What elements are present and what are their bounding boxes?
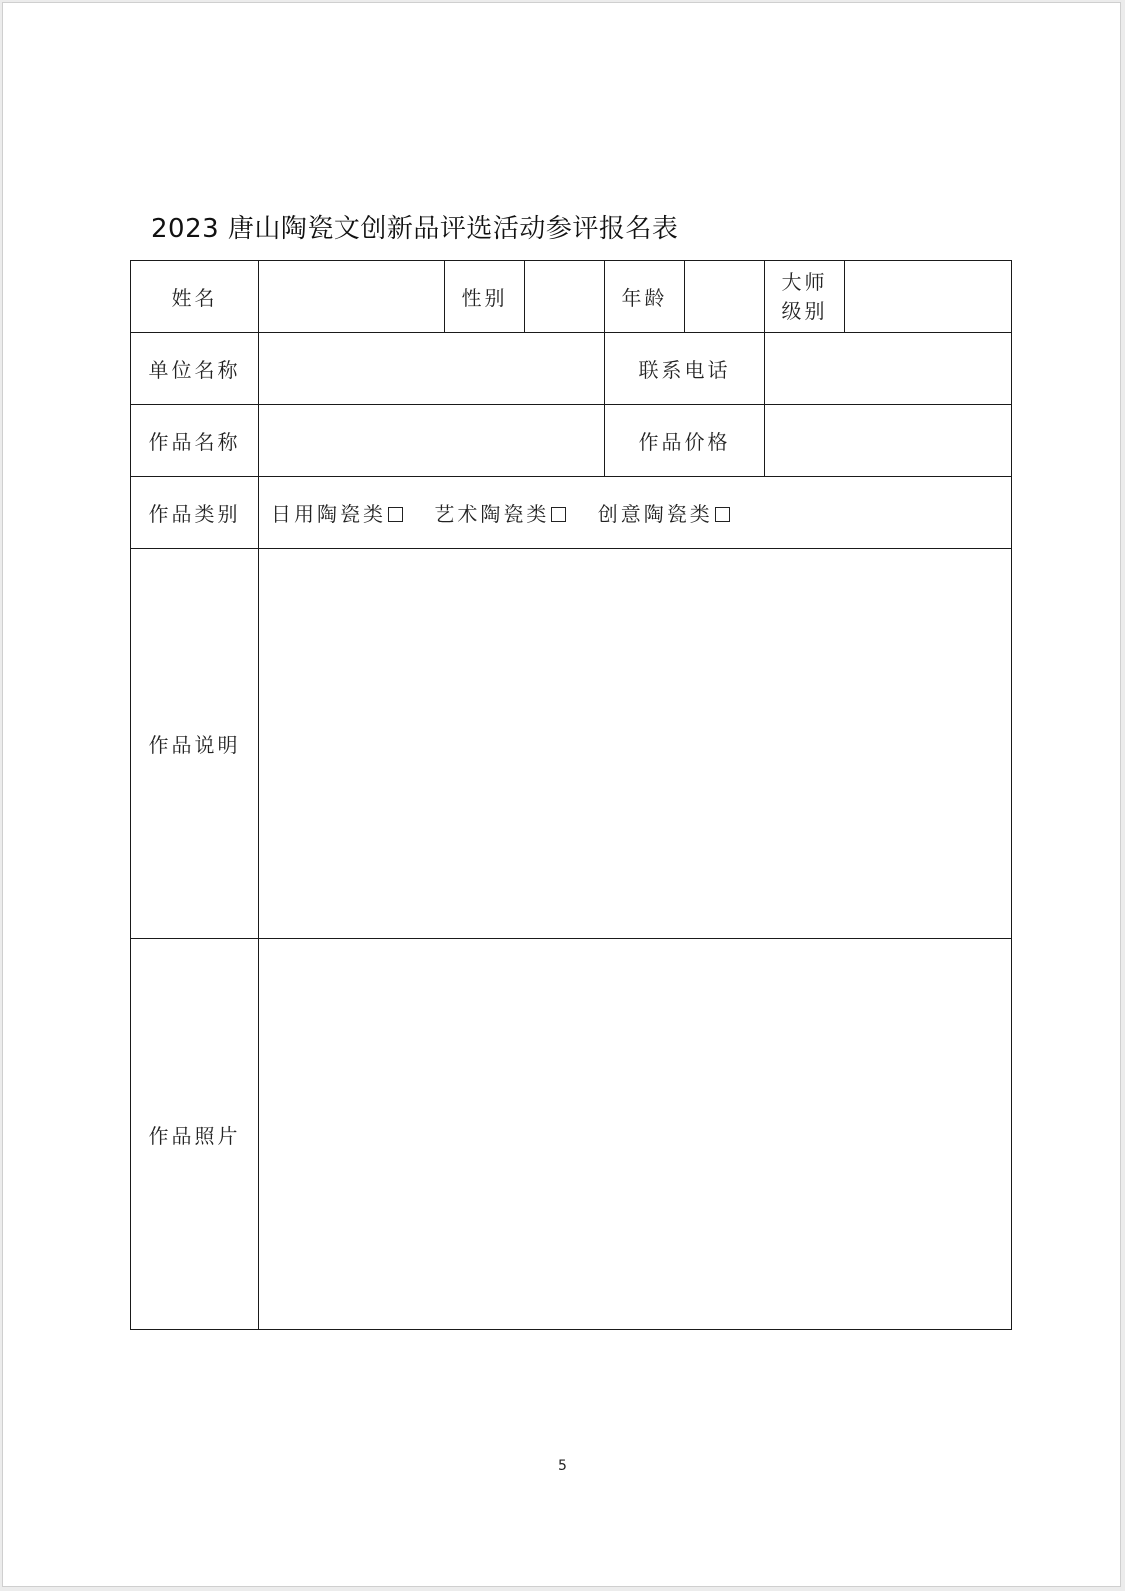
- master-level-label: [765, 261, 845, 333]
- photo-field[interactable]: [259, 939, 1012, 1330]
- table-row: [131, 477, 1012, 549]
- category-option-daily[interactable]: [271, 498, 403, 527]
- work-name-label: 作品名称: [131, 405, 259, 477]
- checkbox-icon[interactable]: [388, 507, 403, 522]
- age-label: 年龄: [605, 261, 685, 333]
- gender-field[interactable]: [525, 261, 605, 333]
- organization-label: 单位名称: [131, 333, 259, 405]
- phone-field[interactable]: [765, 333, 1012, 405]
- table-row: [131, 333, 1012, 405]
- description-field[interactable]: [259, 549, 1012, 939]
- category-option-art[interactable]: [434, 498, 566, 527]
- document-page: [2, 2, 1121, 1587]
- work-price-label: 作品价格: [605, 405, 765, 477]
- work-name-field[interactable]: [259, 405, 605, 477]
- description-label: 作品说明: [131, 549, 259, 939]
- master-level-label-line1: 大师: [781, 269, 828, 294]
- name-field[interactable]: [259, 261, 445, 333]
- organization-field[interactable]: [259, 333, 605, 405]
- category-option-label: 艺术陶瓷类: [434, 502, 550, 526]
- photo-label: 作品照片: [131, 939, 259, 1330]
- page-number: 5: [558, 1458, 567, 1474]
- checkbox-icon[interactable]: [715, 507, 730, 522]
- table-row: [131, 261, 1012, 333]
- work-price-field[interactable]: [765, 405, 1012, 477]
- category-options: [259, 477, 1012, 549]
- category-option-label: 日用陶瓷类: [271, 502, 386, 526]
- gender-label: 性别: [445, 261, 525, 333]
- form-title: 2023 唐山陶瓷文创新品评选活动参评报名表: [151, 214, 679, 244]
- registration-form-table: [130, 260, 1012, 1330]
- age-field[interactable]: [685, 261, 765, 333]
- master-level-label-line2: 级别: [781, 298, 828, 323]
- table-row: [131, 549, 1012, 939]
- phone-label: 联系电话: [605, 333, 765, 405]
- category-label: 作品类别: [131, 477, 259, 549]
- category-option-label: 创意陶瓷类: [597, 502, 713, 526]
- table-row: [131, 939, 1012, 1330]
- name-label: 姓名: [131, 261, 259, 333]
- master-level-field[interactable]: [845, 261, 1012, 333]
- checkbox-icon[interactable]: [551, 507, 566, 522]
- table-row: [131, 405, 1012, 477]
- category-option-creative[interactable]: [598, 498, 730, 527]
